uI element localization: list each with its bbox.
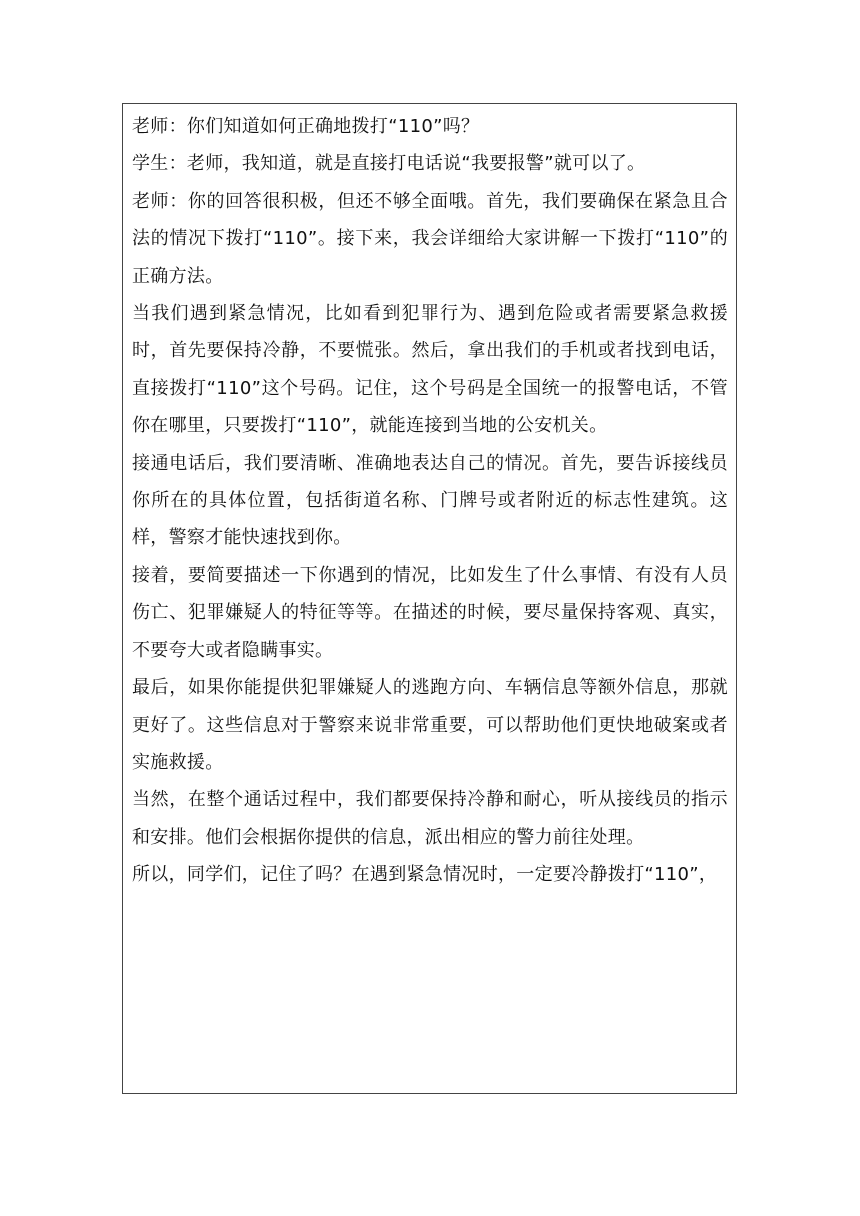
paragraph-stay-calm: 当然，在整个通话过程中，我们都要保持冷静和耐心，听从接线员的指示和安排。他们会根据你提供的信息，派出相应的警力前往处理。: [132, 789, 728, 848]
document-body: [123, 104, 736, 894]
paragraph-emergency-situation: 当我们遇到紧急情况，比如看到犯罪行为、遇到危险或者需要紧急救援时，首先要保持冷静，不要慌张。然后，拿出我们的手机或者找到电话，直接拨打“110”这个号码。记住，这个号码是全国统一的报警电话，不管你在哪里，只要拨打“110”，就能连接到当地的公安机关。: [132, 303, 728, 437]
dialogue-student-answer: 学生：老师，我知道，就是直接打电话说“我要报警”就可以了。: [132, 153, 646, 175]
paragraph-extra-info: 最后，如果你能提供犯罪嫌疑人的逃跑方向、车辆信息等额外信息，那就更好了。这些信息对于警察来说非常重要，可以帮助他们更快地破案或者实施救援。: [132, 677, 728, 773]
paragraph-conclusion: 所以，同学们，记住了吗？在遇到紧急情况时，一定要冷静拨打“110”，: [132, 864, 718, 886]
paragraph-call-connected: 接通电话后，我们要清晰、准确地表达自己的情况。首先，要告诉接线员你所在的具体位置，包括街道名称、门牌号或者附近的标志性建筑。这样，警察才能快速找到你。: [132, 452, 728, 549]
dialogue-teacher-response: 老师：你的回答很积极，但还不够全面哦。首先，我们要确保在紧急且合法的情况下拨打“110”。接下来，我会详细给大家讲解一下拨打“110”的正确方法。: [132, 190, 728, 287]
dialogue-teacher-question: 老师：你们知道如何正确地拨打“110”吗？: [132, 116, 480, 137]
document-table-cell: [122, 103, 737, 1094]
paragraph-describe-situation: 接着，要简要描述一下你遇到的情况，比如发生了什么事情、有没有人员伤亡、犯罪嫌疑人的特征等等。在描述的时候，要尽量保持客观、真实，不要夸大或者隐瞒事实。: [132, 564, 728, 661]
